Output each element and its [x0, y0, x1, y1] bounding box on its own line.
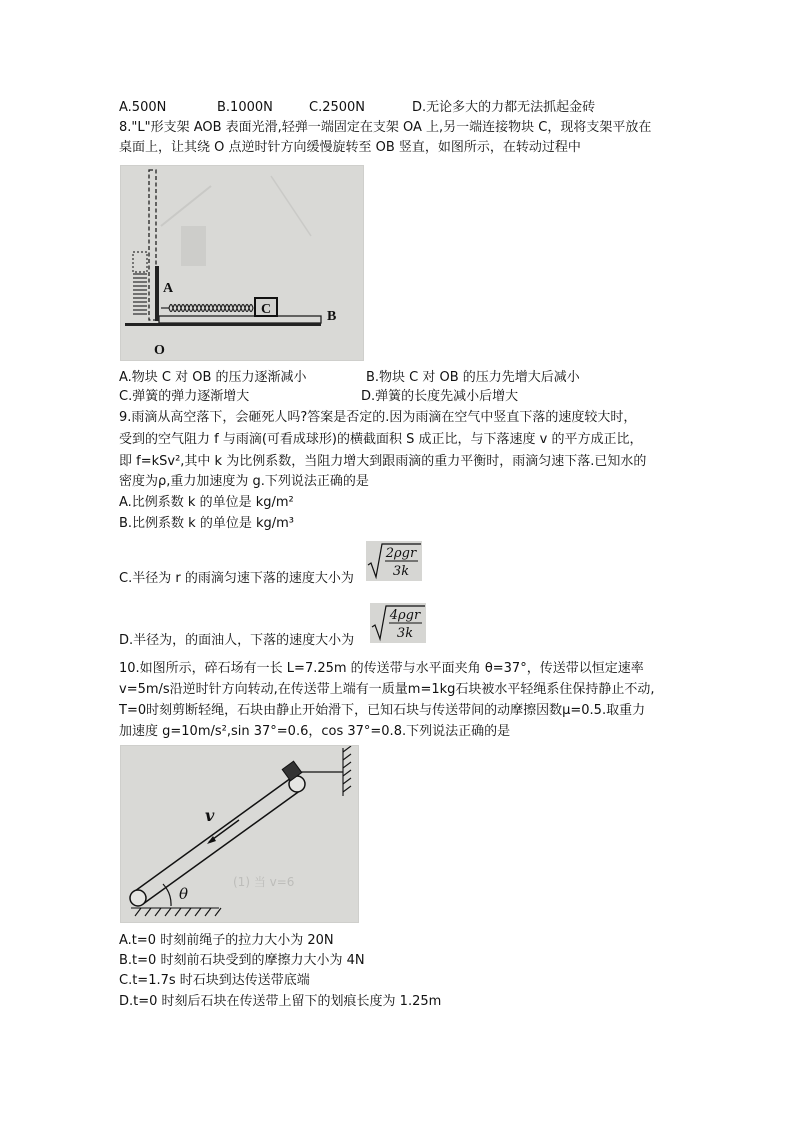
- formula-c-denominator: 3k: [392, 564, 410, 579]
- label-v: v: [205, 806, 215, 825]
- label-b: B: [327, 309, 337, 324]
- q10-option-d: D.t=0 时刻后石块在传送带上留下的划痕长度为 1.25m: [119, 994, 442, 1009]
- q9-option-d-formula: [370, 603, 426, 643]
- label-c: C: [260, 302, 272, 317]
- ground-hatch: [131, 908, 221, 916]
- q8-option-b: B.物块 C 对 OB 的压力先增大后减小: [366, 370, 580, 385]
- q9-stem-line2: 受到的空气阻力 f 与雨滴(可看成球形)的横截面积 S 成正比，与下落速度 v 的平方成正比，: [119, 432, 643, 447]
- label-o: O: [154, 343, 165, 358]
- label-theta: θ: [179, 885, 189, 903]
- vertical-arm-oa: [149, 170, 159, 321]
- q7-option-c: C.2500N: [309, 100, 366, 115]
- q9-option-c: C.半径为 r 的雨滴匀速下落的速度大小为: [119, 571, 354, 586]
- q10-option-c: C.t=1.7s 时石块到达传送带底端: [119, 973, 310, 988]
- horizontal-arm-ob: [159, 316, 321, 323]
- q8-option-a: A.物块 C 对 OB 的压力逐渐减小: [119, 370, 307, 385]
- left-spring: [133, 252, 147, 314]
- q8-option-c: C.弹簧的弹力逐渐增大: [119, 389, 250, 404]
- q10-figure: [120, 745, 359, 923]
- q9-option-a: A.比例系数 k 的单位是 kg/m²: [119, 495, 294, 510]
- formula-c-numerator: 2ρgr: [385, 546, 417, 561]
- q10-stem-line3: T=0时刻剪断轻绳，石块由静止开始滑下，已知石块与传送带间的动摩擦因数μ=0.5.取重力: [119, 703, 646, 718]
- q10-stem-line1: 10.如图所示，碎石场有一长 L=7.25m 的传送带与水平面夹角 θ=37°，传送带以恒定速率: [119, 661, 644, 676]
- q10-stem-line4: 加速度 g=10m/s²,sin 37°=0.6，cos 37°=0.8.下列说法正确的是: [119, 724, 511, 739]
- watermark-text: (1) 当 v=6: [233, 875, 295, 889]
- q9-option-b: B.比例系数 k 的单位是 kg/m³: [119, 516, 295, 531]
- q8-option-d: D.弹簧的长度先减小后增大: [361, 389, 519, 404]
- q7-option-d: D.无论多大的力都无法抓起金砖: [412, 100, 596, 115]
- q7-option-b: B.1000N: [217, 100, 273, 115]
- q10-option-a: A.t=0 时刻前绳子的拉力大小为 20N: [119, 933, 334, 948]
- q9-option-d: D.半径为，的面油人，下落的速度大小为: [119, 633, 355, 648]
- q8-figure: [120, 165, 364, 361]
- q9-stem-line3: 即 f=kSv²,其中 k 为比例系数，当阻力增大到跟雨滴的重力平衡时，雨滴匀速下落.已知水的: [119, 454, 647, 469]
- q10-option-b: B.t=0 时刻前石块受到的摩擦力大小为 4N: [119, 953, 365, 968]
- q8-stem-line1: 8."L"形支架 AOB 表面光滑,轻弹一端固定在支架 OA 上,另一端连接物块 C，现将支架平放在: [119, 120, 652, 135]
- bottom-pulley: [130, 890, 146, 906]
- label-a: A: [163, 281, 174, 296]
- q7-option-a: A.500N: [119, 100, 167, 115]
- formula-d-denominator: 3k: [396, 626, 414, 641]
- formula-d-numerator: 4ρgr: [389, 608, 421, 623]
- q9-option-c-formula: [366, 541, 422, 581]
- q9-stem-line1: 9.雨滴从高空落下，会砸死人吗?答案是否定的.因为雨滴在空气中竖直下落的速度较大时，: [119, 410, 637, 425]
- spring: [161, 305, 253, 312]
- wall-hatch: [343, 746, 351, 796]
- q10-stem-line2: v=5m/s沿逆时针方向转动,在传送带上端有一质量m=1kg石块被水平轻绳系住保持静止不动,: [119, 682, 655, 697]
- q8-stem-line2: 桌面上，让其绕 O 点逆时针方向缓慢旋转至 OB 竖直，如图所示，在转动过程中: [119, 140, 581, 155]
- q9-stem-line4: 密度为ρ,重力加速度为 g.下列说法正确的是: [119, 474, 369, 489]
